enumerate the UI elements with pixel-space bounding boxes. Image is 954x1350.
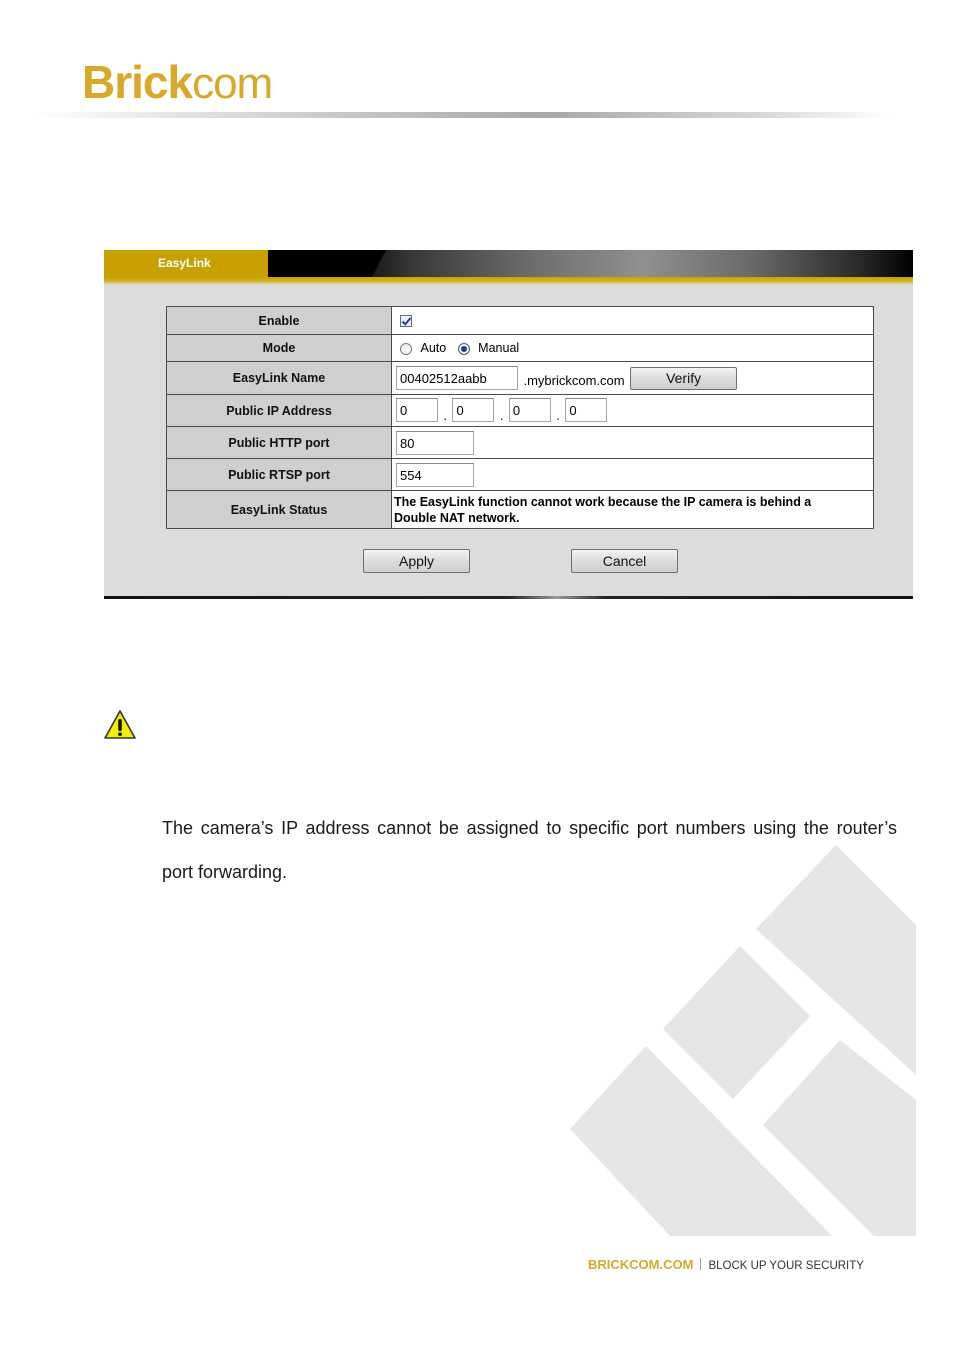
footer-tagline: BLOCK UP YOUR SECURITY — [708, 1260, 864, 1272]
easylink-domain-suffix: .mybrickcom.com — [523, 373, 625, 389]
public-ip-cell — [392, 395, 874, 427]
logo-light-text: com — [192, 59, 273, 108]
panel-accent-line — [104, 277, 913, 285]
logo-bold-text: Brick — [82, 56, 193, 108]
ip-octet-3-input[interactable]: 0 — [509, 398, 551, 422]
public-ip-label: Public IP Address — [167, 395, 392, 427]
header-divider — [30, 112, 890, 118]
mode-manual-label: Manual — [478, 341, 520, 355]
easylink-status-text: The EasyLink function cannot work because the IP camera is behind a Double NAT network. — [392, 491, 874, 529]
ip-octet-4-input[interactable]: 0 — [565, 398, 607, 422]
rtsp-port-cell — [392, 459, 874, 491]
brickcom-watermark-graphic — [560, 840, 920, 1240]
ip-dot-1: . — [443, 408, 447, 423]
footer-brand: BRICKCOM.COM — [588, 1257, 694, 1272]
easylink-panel — [104, 250, 913, 599]
brickcom-logo — [82, 56, 273, 108]
verify-button[interactable]: Verify — [630, 367, 737, 390]
ip-dot-2: . — [499, 408, 504, 423]
easylink-status-label: EasyLink Status — [167, 491, 392, 529]
note-text: The camera’s IP address cannot be assigned to specific port numbers using the router’s port forwarding. — [162, 818, 897, 882]
cancel-button[interactable]: Cancel — [571, 549, 678, 573]
ip-octet-1-input[interactable]: 0 — [396, 398, 438, 422]
tab-easylink[interactable]: EasyLink — [104, 250, 268, 277]
easylink-name-input[interactable]: 00402512aabb — [396, 366, 518, 390]
easylink-name-label: EasyLink Name — [167, 362, 392, 395]
page-footer — [588, 1257, 864, 1272]
ip-octet-2-input[interactable]: 0 — [452, 398, 494, 422]
easylink-name-cell — [392, 362, 874, 395]
mode-manual-radio[interactable] — [458, 343, 470, 355]
http-port-cell — [392, 427, 874, 459]
ip-dot-3: . — [556, 408, 560, 423]
rtsp-port-input[interactable]: 554 — [396, 463, 474, 487]
mode-auto-radio[interactable] — [400, 343, 412, 355]
enable-label: Enable — [167, 307, 392, 335]
http-port-input[interactable]: 80 — [396, 431, 474, 455]
mode-auto-label: Auto — [420, 341, 447, 355]
mode-label: Mode — [167, 335, 392, 362]
http-port-label: Public HTTP port — [167, 427, 392, 459]
mode-cell — [392, 335, 874, 362]
warning-icon — [103, 708, 137, 742]
enable-checkbox[interactable] — [400, 315, 412, 327]
enable-cell — [392, 307, 874, 335]
easylink-settings-table — [166, 306, 874, 529]
footer-separator — [700, 1258, 701, 1270]
rtsp-port-label: Public RTSP port — [167, 459, 392, 491]
panel-bottom-border — [104, 596, 913, 599]
apply-button[interactable]: Apply — [363, 549, 470, 573]
